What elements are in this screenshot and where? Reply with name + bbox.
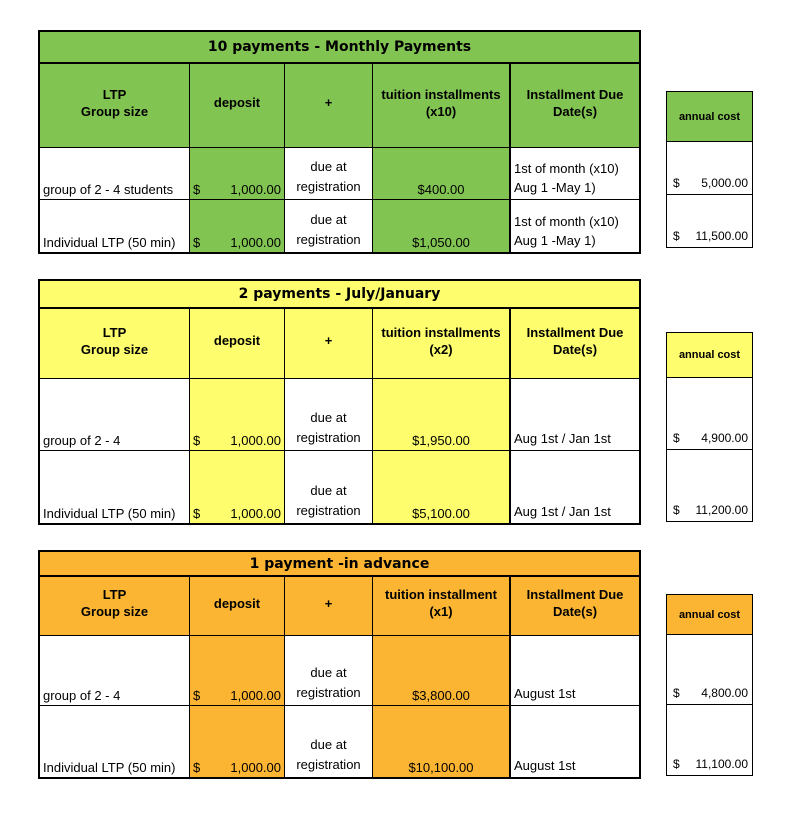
annual-cost-row <box>667 635 752 705</box>
due-line-2: registration <box>296 503 361 518</box>
header-tuition-installments: tuition installments (x10) <box>373 64 511 148</box>
installment-amount-cell: $10,100.00 <box>373 706 511 777</box>
due-line-2: registration <box>296 232 361 247</box>
annual-cost-box <box>666 332 753 522</box>
advance-plan-table <box>38 550 641 779</box>
due-at-registration-cell <box>285 200 373 252</box>
currency-symbol: $ <box>193 433 201 448</box>
due-line-1: due at <box>310 483 347 498</box>
due-line-2: registration <box>296 430 361 445</box>
header-deposit: deposit <box>190 577 285 636</box>
deposit-amount: 1,000.00 <box>230 760 281 775</box>
deposit-cell <box>190 148 285 200</box>
header-due-dates: Installment Due Date(s) <box>511 64 639 148</box>
plan-title: 10 payments - Monthly Payments <box>40 32 639 64</box>
annual-cost-value: 11,100.00 <box>695 757 748 771</box>
header-due-dates: Installment Due Date(s) <box>511 309 639 379</box>
annual-cost-value: 11,200.00 <box>695 503 748 517</box>
currency-symbol: $ <box>193 506 201 521</box>
annual-cost-header: annual cost <box>667 333 752 378</box>
currency-symbol: $ <box>673 503 680 517</box>
currency-symbol: $ <box>673 431 680 445</box>
due-line-2: registration <box>296 685 361 700</box>
monthly-plan-table <box>38 30 641 254</box>
annual-cost-header: annual cost <box>667 595 752 635</box>
annual-cost-row <box>667 195 752 247</box>
installment-amount-cell: $5,100.00 <box>373 451 511 523</box>
deposit-cell <box>190 636 285 706</box>
header-tuition-installments: tuition installments (x2) <box>373 309 511 379</box>
installment-due-date-cell <box>511 200 639 252</box>
due-date-line-2: Aug 1st / Jan 1st <box>514 431 611 446</box>
deposit-amount: 1,000.00 <box>230 235 281 250</box>
deposit-amount: 1,000.00 <box>230 688 281 703</box>
due-date-line-1: 1st of month (x10) <box>514 214 619 229</box>
annual-cost-box <box>666 91 753 248</box>
due-date-line-2: Aug 1 -May 1) <box>514 180 596 195</box>
due-line-1: due at <box>310 665 347 680</box>
installment-due-date-cell <box>511 379 639 451</box>
header-group-size: LTP Group size <box>40 577 190 636</box>
installment-due-date-cell <box>511 636 639 706</box>
due-date-line-2: Aug 1 -May 1) <box>514 233 596 248</box>
installment-amount-cell: $400.00 <box>373 148 511 200</box>
annual-cost-row <box>667 705 752 775</box>
deposit-amount: 1,000.00 <box>230 433 281 448</box>
group-size-cell: Individual LTP (50 min) <box>40 200 190 252</box>
currency-symbol: $ <box>673 176 680 190</box>
header-due-dates: Installment Due Date(s) <box>511 577 639 636</box>
due-line-1: due at <box>310 410 347 425</box>
due-at-registration-cell <box>285 148 373 200</box>
currency-symbol: $ <box>193 235 201 250</box>
semiannual-plan-table <box>38 279 641 525</box>
group-size-cell: group of 2 - 4 <box>40 636 190 706</box>
currency-symbol: $ <box>673 229 680 243</box>
plan-title: 1 payment -in advance <box>40 552 639 577</box>
due-date-line-1: 1st of month (x10) <box>514 161 619 176</box>
header-tuition-installment: tuition installment (x1) <box>373 577 511 636</box>
deposit-cell <box>190 200 285 252</box>
group-size-cell: group of 2 - 4 <box>40 379 190 451</box>
deposit-cell <box>190 379 285 451</box>
annual-cost-value: 5,000.00 <box>701 176 748 190</box>
installment-due-date-cell <box>511 706 639 777</box>
due-at-registration-cell <box>285 451 373 523</box>
deposit-amount: 1,000.00 <box>230 506 281 521</box>
group-size-cell: Individual LTP (50 min) <box>40 451 190 523</box>
annual-cost-value: 4,800.00 <box>701 686 748 700</box>
due-at-registration-cell <box>285 636 373 706</box>
due-at-registration-cell <box>285 379 373 451</box>
header-plus: + <box>285 577 373 636</box>
deposit-cell <box>190 451 285 523</box>
due-at-registration-cell <box>285 706 373 777</box>
annual-cost-box <box>666 594 753 776</box>
header-deposit: deposit <box>190 309 285 379</box>
due-date-line-2: August 1st <box>514 758 576 773</box>
group-size-cell: Individual LTP (50 min) <box>40 706 190 777</box>
installment-amount-cell: $1,050.00 <box>373 200 511 252</box>
annual-cost-row <box>667 378 752 450</box>
installment-due-date-cell <box>511 451 639 523</box>
deposit-amount: 1,000.00 <box>230 182 281 197</box>
due-date-line-2: August 1st <box>514 686 576 701</box>
currency-symbol: $ <box>673 686 680 700</box>
header-deposit: deposit <box>190 64 285 148</box>
currency-symbol: $ <box>193 688 201 703</box>
plan-title: 2 payments - July/January <box>40 281 639 309</box>
annual-cost-value: 11,500.00 <box>695 229 748 243</box>
due-line-2: registration <box>296 179 361 194</box>
annual-cost-header: annual cost <box>667 92 752 142</box>
installment-amount-cell: $3,800.00 <box>373 636 511 706</box>
annual-cost-row <box>667 142 752 195</box>
currency-symbol: $ <box>193 182 201 197</box>
header-plus: + <box>285 64 373 148</box>
annual-cost-value: 4,900.00 <box>701 431 748 445</box>
due-date-line-2: Aug 1st / Jan 1st <box>514 504 611 519</box>
header-group-size: LTP Group size <box>40 309 190 379</box>
due-line-1: due at <box>310 159 347 174</box>
installment-amount-cell: $1,950.00 <box>373 379 511 451</box>
due-line-1: due at <box>310 737 347 752</box>
installment-due-date-cell <box>511 148 639 200</box>
group-size-cell: group of 2 - 4 students <box>40 148 190 200</box>
header-group-size: LTP Group size <box>40 64 190 148</box>
deposit-cell <box>190 706 285 777</box>
currency-symbol: $ <box>673 757 680 771</box>
header-plus: + <box>285 309 373 379</box>
annual-cost-row <box>667 450 752 521</box>
due-line-2: registration <box>296 757 361 772</box>
due-line-1: due at <box>310 212 347 227</box>
currency-symbol: $ <box>193 760 201 775</box>
